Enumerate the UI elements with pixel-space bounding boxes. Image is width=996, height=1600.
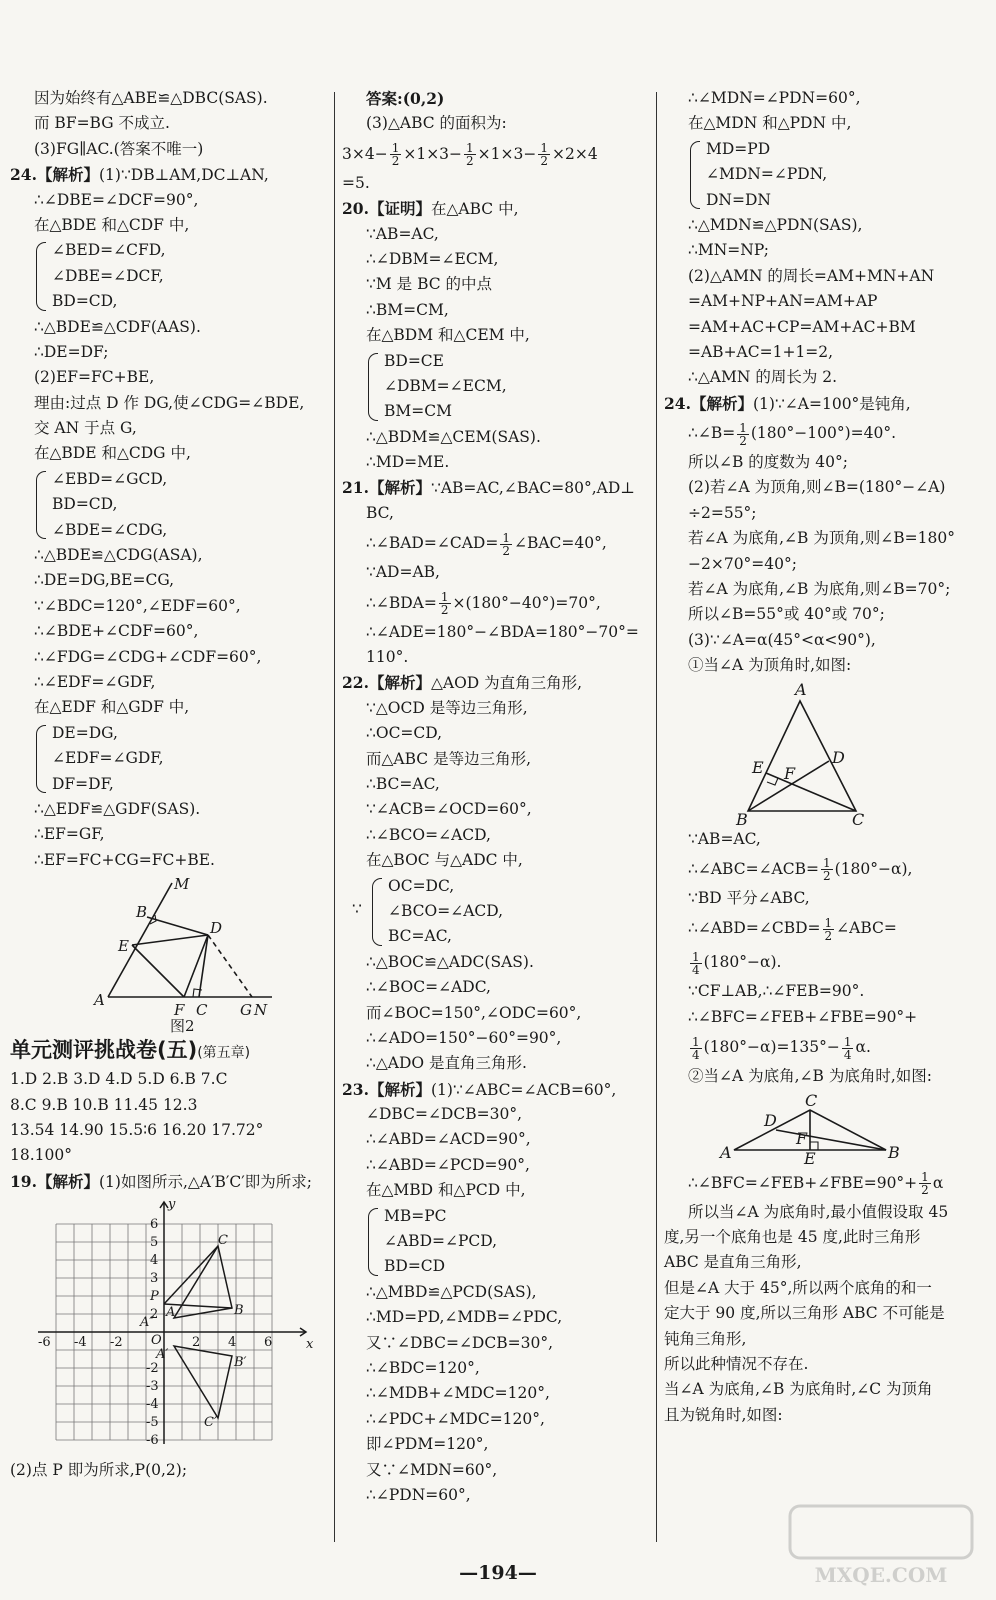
equation-system	[688, 137, 986, 213]
point-b-label: B	[234, 1303, 244, 1319]
text-line: ∴∠PDN=60°,	[366, 1485, 471, 1504]
text-line: ∴OC=CD,	[366, 724, 443, 743]
x-tick: -6	[38, 1335, 51, 1351]
label-f: F	[796, 1128, 808, 1148]
text-line: ∵△OCD 是等边三角形,	[366, 698, 528, 717]
text-line: ∴△BDE≌△CDF(AAS).	[34, 317, 201, 336]
formula-part: (180°−α)=135°−	[703, 1038, 840, 1057]
text-line: (3)∵∠A=α(45°<α<90°),	[688, 630, 876, 649]
fraction-half	[500, 532, 512, 557]
equation-line: DF=DF,	[52, 774, 114, 793]
formula-part: ×(180°−40°)=70°,	[452, 593, 601, 612]
numerator: 1	[502, 530, 510, 545]
y-tick: 2	[150, 1307, 159, 1323]
equation-line: BD=CE	[384, 351, 444, 370]
text-line: 理由:过点 D 作 DG,使∠CDG=∠BDE,	[34, 393, 305, 412]
equation-line: ∠BCO=∠ACD,	[388, 901, 504, 920]
question-tag: 【证明】	[368, 199, 431, 219]
text-line: =AM+NP+AN=AM+AP	[688, 292, 878, 311]
equation-system	[366, 1204, 650, 1280]
numerator: 1	[823, 856, 831, 871]
text-line: ∴△BOC≌△ADC(SAS).	[366, 952, 534, 971]
label-d: D	[764, 1110, 777, 1130]
segment-pc	[164, 1246, 218, 1304]
equation-line: MD=PD	[706, 139, 771, 158]
question-tag: 【解析】	[690, 393, 753, 413]
denominator: 2	[823, 869, 831, 884]
text-line: ∴∠BDE+∠CDF=60°,	[34, 622, 199, 641]
label-b: B	[136, 903, 148, 922]
text-line: ∴△EDF≌△GDF(SAS).	[34, 799, 201, 818]
denominator: 2	[739, 433, 747, 448]
formula-part: ∴∠BFC=∠FEB+∠FBE=90°+	[688, 1173, 918, 1192]
text-line: ∴∠ABD=∠PCD=90°,	[366, 1155, 530, 1174]
text-line: ∴∠MDN=∠PDN=60°,	[688, 89, 861, 107]
denominator: 2	[466, 154, 474, 169]
fraction-half	[464, 142, 476, 167]
formula-part: ∴∠B=	[688, 424, 736, 443]
column-right	[664, 86, 986, 1428]
equation-line: ∠EBD=∠GCD,	[52, 469, 168, 488]
text-line: 在△MBD 和△PCD 中,	[366, 1181, 526, 1200]
question-number: 21.	[342, 478, 369, 498]
denominator: 2	[391, 154, 400, 169]
figure-caption: 图2	[170, 1017, 195, 1034]
question-19-header	[10, 1169, 328, 1194]
text-line: ∴MD=PD,∠MDB=∠PDC,	[366, 1308, 563, 1327]
fraction-quarter	[690, 951, 702, 976]
denominator: 2	[440, 603, 449, 618]
equation-line: ∠BDE=∠CDG,	[52, 520, 168, 539]
label-b: B	[888, 1142, 900, 1162]
point-c1-label: C′	[204, 1415, 217, 1431]
point-a2-label: A″	[140, 1315, 155, 1331]
text-line: ∵∠BDC=120°,∠EDF=60°,	[34, 596, 241, 615]
segment-ed	[132, 935, 208, 945]
text-line: ∴∠MDB+∠MDC=120°,	[366, 1384, 550, 1403]
text-line: ∴∠PDC+∠MDC=120°,	[366, 1409, 545, 1428]
because-symbol: ∵	[352, 899, 362, 918]
label-d: D	[210, 919, 223, 938]
answer-line: 答案:(0,2)	[366, 89, 445, 108]
text-line: 所以当∠A 为底角时,最小值假设取 45	[688, 1202, 949, 1221]
text-line: BC,	[366, 503, 394, 522]
section-title-text: 单元测评挑战卷(五)	[10, 1038, 198, 1063]
question-number: 24.	[664, 393, 691, 413]
text-line: (2)△AMN 的周长=AM+MN+AN	[688, 266, 935, 285]
segment-dg	[208, 935, 252, 997]
area-formula	[342, 137, 650, 171]
column-middle	[342, 86, 650, 1508]
numerator: 1	[843, 1034, 852, 1049]
text-line: ∵AB=AC,∠BAC=80°,AD⊥	[430, 479, 635, 498]
text-line: (1)∵∠A=100°是钝角,	[752, 394, 911, 413]
question-22-header	[342, 670, 650, 695]
watermark-logo	[786, 1500, 976, 1590]
text-line: ∵M 是 BC 的中点	[366, 275, 493, 294]
formula-part: α.	[855, 1038, 871, 1057]
formula-part: ∴∠ABC=∠ACB=	[688, 859, 819, 878]
answer-row: 13.54 14.90 15.5∶6 16.20 17.72°	[10, 1120, 264, 1139]
equation-system	[34, 721, 328, 797]
text-line: ∴∠BFC=∠FEB+∠FBE=90°+	[688, 1007, 918, 1026]
section-title	[10, 1033, 328, 1067]
numerator: 1	[824, 915, 833, 930]
segment-bd	[776, 1130, 886, 1150]
fraction-quarter	[690, 1036, 702, 1061]
figure-triangle-base-a	[664, 1090, 986, 1166]
formula-part: ∴∠ABD=∠CBD=	[688, 919, 821, 938]
text-line: 即∠PDM=120°,	[366, 1435, 489, 1454]
because-system	[342, 874, 650, 950]
column-left	[10, 86, 328, 1483]
denominator: 2	[921, 1183, 929, 1198]
section-subtitle: (第五章)	[197, 1045, 251, 1062]
point-b1-label: B′	[234, 1355, 247, 1371]
text-line: ∴△ADO 是直角三角形.	[366, 1054, 527, 1073]
figure-triangle-apex-a	[664, 679, 986, 827]
fraction-half	[821, 857, 833, 882]
fraction-quarter	[842, 1036, 854, 1061]
equation-line: ∠ABD=∠PCD,	[384, 1232, 498, 1251]
text-line: ÷2=55°;	[688, 503, 757, 522]
text-line: 在△EDF 和△GDF 中,	[34, 698, 190, 717]
text-line: ∴∠ABD=∠ACD=90°,	[366, 1130, 531, 1149]
numerator: 1	[692, 1034, 700, 1049]
question-number: 24.	[10, 165, 37, 185]
text-line: ∴DE=DF;	[34, 342, 109, 361]
denominator: 2	[502, 543, 510, 558]
question-number: 22.	[342, 673, 369, 693]
equation-line: BC=AC,	[388, 927, 452, 946]
formula-part: ∴∠BAD=∠CAD=	[366, 534, 499, 553]
text-line: 在△BOC 与△ADC 中,	[366, 851, 523, 870]
question-tag: 【解析】	[368, 673, 431, 693]
question-20-header	[342, 196, 650, 221]
y-tick: -4	[146, 1397, 159, 1413]
formula-part: ∠BAC=40°,	[513, 534, 607, 553]
label-f: F	[784, 763, 796, 783]
text-line: 所以∠B=55°或 40°或 70°;	[688, 605, 885, 624]
text-line: 度,另一个底角也是 45 度,此时三角形	[664, 1227, 921, 1246]
column-divider	[656, 92, 657, 1542]
question-23-header	[342, 1077, 650, 1102]
equation-line: ∠DBE=∠DCF,	[52, 266, 164, 285]
axis-label-y: y	[168, 1197, 176, 1213]
text-line: 但是∠A 大于 45°,所以两个底角的和一	[664, 1278, 932, 1297]
point-p-label: P	[150, 1289, 159, 1305]
denominator: 2	[540, 154, 548, 169]
coordinate-grid-figure	[10, 1194, 328, 1452]
text-line: (3)△ABC 的面积为:	[366, 114, 507, 133]
text-line: ∴△MDN≌△PDN(SAS),	[688, 215, 863, 234]
numerator: 1	[391, 141, 400, 156]
text-line: 在△BDE 和△CDG 中,	[34, 444, 191, 463]
text-line: 所以∠B 的度数为 40°;	[688, 453, 848, 472]
formula-part: (180°−100°)=40°.	[750, 424, 897, 443]
x-tick: -2	[110, 1335, 123, 1351]
text-line: ②当∠A 为底角,∠B 为底角时,如图:	[688, 1067, 932, 1086]
question-24-header	[10, 162, 328, 187]
text-line: 在△BDM 和△CEM 中,	[366, 326, 530, 345]
numerator: 1	[440, 590, 449, 605]
text-line: ∴EF=GF,	[34, 825, 105, 844]
text-line: 因为始终有△ABE≌△DBC(SAS).	[34, 89, 268, 107]
y-tick: 3	[150, 1271, 159, 1287]
text-line: 钝角三角形,	[664, 1329, 747, 1348]
formula-line	[664, 416, 986, 450]
point-c-label: C	[218, 1233, 228, 1249]
text-line: ∠DBC=∠DCB=30°,	[366, 1105, 522, 1124]
formula-part: 3×4−	[342, 144, 388, 163]
formula-line	[664, 1166, 986, 1200]
numerator: 1	[692, 949, 700, 964]
x-tick: 2	[192, 1335, 201, 1351]
equation-line: OC=DC,	[388, 876, 455, 895]
equation-line: ∠EDF=∠GDF,	[52, 749, 164, 768]
x-tick: 6	[264, 1335, 273, 1351]
text-line: 当∠A 为底角,∠B 为底角时,∠C 为顶角	[664, 1380, 933, 1399]
equation-line: BD=CD	[384, 1257, 446, 1276]
text-line: (1)如图所示,△A′B′C′即为所求;	[98, 1172, 313, 1191]
label-n: N	[254, 1001, 268, 1020]
answer-row: 8.C 9.B 10.B 11.45 12.3	[10, 1095, 198, 1114]
triangle-a1b1c1	[174, 1346, 232, 1418]
text-line: ABC 是直角三角形,	[664, 1253, 802, 1272]
text-line: 110°.	[366, 648, 409, 667]
x-tick: 4	[228, 1335, 237, 1351]
label-d: D	[832, 747, 845, 767]
fraction-half	[823, 917, 835, 942]
text-line: ∵AD=AB,	[366, 563, 440, 582]
text-line: ∴△BDM≌△CEM(SAS).	[366, 427, 541, 446]
formula-part: (180°−α).	[703, 953, 782, 972]
y-tick: 5	[150, 1235, 159, 1251]
text-line: ∴EF=FC+CG=FC+BE.	[34, 850, 215, 869]
text-line: ∵BD 平分∠ABC,	[688, 888, 810, 907]
formula-line	[664, 945, 986, 979]
text-line: =5.	[342, 173, 370, 192]
label-g: G	[240, 1001, 252, 1020]
formula-part: ×1×3−	[403, 144, 463, 163]
text-line: ∴∠EDF=∠GDF,	[34, 672, 156, 691]
fraction-half	[439, 591, 451, 616]
axis-label-x: x	[306, 1337, 314, 1353]
fraction-half	[737, 422, 749, 447]
y-tick: -5	[146, 1415, 159, 1431]
formula-line	[664, 1030, 986, 1064]
text-line: 若∠A 为底角,∠B 为顶角,则∠B=180°	[688, 529, 955, 548]
text-line: 又∵∠DBC=∠DCB=30°,	[366, 1333, 553, 1352]
fraction-half	[538, 142, 550, 167]
column-divider	[334, 92, 335, 1542]
question-number: 19.	[10, 1171, 37, 1191]
formula-line	[342, 526, 650, 560]
origin-label: O	[151, 1333, 162, 1349]
formula-part: ×1×3−	[477, 144, 537, 163]
text-line: ∵AB=AC,	[688, 829, 761, 848]
text-line: −2×70°=40°;	[688, 554, 797, 573]
text-line: ∴DE=DG,BE=CG,	[34, 571, 175, 590]
formula-part: ×2×4	[552, 144, 598, 163]
text-line: 在△ABC 中,	[430, 200, 519, 219]
y-tick: 4	[150, 1253, 159, 1269]
answer-row: 18.100°	[10, 1146, 72, 1165]
text-line: ∴∠BOC=∠ADC,	[366, 978, 491, 997]
equation-system	[366, 349, 650, 425]
label-e: E	[118, 937, 129, 956]
label-c: C	[805, 1090, 818, 1110]
label-a: A	[720, 1142, 732, 1162]
text-line: ∴∠DBM=∠ECM,	[366, 249, 499, 268]
text-line: 而∠BOC=150°,∠ODC=60°,	[366, 1003, 582, 1022]
text-line: 若∠A 为底角,∠B 为底角,则∠B=70°;	[688, 580, 951, 599]
label-e: E	[752, 757, 764, 777]
watermark-text: MXQE.COM	[814, 1563, 948, 1587]
label-a: A	[94, 991, 105, 1010]
text-line: 而△ABC 是等边三角形,	[366, 749, 532, 768]
label-c: C	[196, 1001, 208, 1020]
label-f: F	[174, 1001, 185, 1020]
figure-2	[10, 873, 328, 1033]
text-line: ∴BM=CM,	[366, 300, 449, 319]
question-tag: 【解析】	[368, 1079, 431, 1099]
text-line: ①当∠A 为顶角时,如图:	[688, 656, 852, 675]
text-line: 所以此种情况不存在.	[664, 1354, 809, 1373]
text-line: ∴∠DBE=∠DCF=90°,	[34, 190, 199, 209]
equation-line: DN=DN	[706, 190, 771, 209]
y-tick: -2	[146, 1361, 159, 1377]
text-line: 又∵∠MDN=60°,	[366, 1460, 498, 1479]
y-tick: 6	[150, 1217, 159, 1233]
text-line: ∴△AMN 的周长为 2.	[688, 368, 838, 387]
answer-row: 1.D 2.B 3.D 4.D 5.D 6.B 7.C	[10, 1070, 228, 1089]
equation-line: BD=CD,	[52, 292, 118, 311]
formula-part: ∴∠BDA=	[366, 593, 437, 612]
text-line: ∴∠ADE=180°−∠BDA=180°−70°=	[366, 622, 639, 641]
equation-line: DE=DG,	[52, 723, 118, 742]
text-line: (2)EF=FC+BE,	[34, 368, 155, 387]
label-e: E	[804, 1148, 816, 1166]
text-line: ∴∠BCO=∠ACD,	[366, 825, 491, 844]
equation-line: ∠BED=∠CFD,	[52, 241, 166, 260]
text-line: 在△BDE 和△CDF 中,	[34, 215, 190, 234]
text-line: ∵AB=AC,	[366, 224, 439, 243]
numerator: 1	[921, 1170, 929, 1185]
fraction-half	[919, 1171, 931, 1196]
text-line: 且为锐角时,如图:	[664, 1405, 783, 1424]
equation-line: ∠MDN=∠PDN,	[706, 165, 828, 184]
equation-line: BD=CD,	[52, 495, 118, 514]
question-24-header	[664, 391, 986, 416]
formula-line	[664, 852, 986, 886]
y-tick: -3	[146, 1379, 159, 1395]
text-line: (1)∵∠ABC=∠ACB=60°,	[430, 1080, 617, 1099]
segment-dc	[199, 935, 208, 997]
question-tag: 【解析】	[36, 1171, 99, 1191]
text-line: (2)点 P 即为所求,P(0,2);	[10, 1461, 188, 1480]
text-line: =AB+AC=1+1=2,	[688, 342, 834, 361]
label-m: M	[174, 875, 190, 894]
label-c: C	[852, 809, 865, 827]
fraction-half	[390, 142, 402, 167]
text-line: ∴MD=ME.	[366, 453, 450, 472]
formula-part: (180°−α),	[834, 859, 913, 878]
formula-part: α	[932, 1173, 944, 1192]
equation-system	[34, 238, 328, 314]
text-line: (3)FG∥AC.(答案不唯一)	[34, 139, 204, 158]
text-line: ∴∠ADO=150°−60°=90°,	[366, 1028, 562, 1047]
equation-line: BM=CM	[384, 402, 452, 421]
page-number: —194—	[459, 1562, 537, 1584]
text-line: ∴△BDE≌△CDG(ASA),	[34, 546, 203, 565]
segment-fd	[184, 935, 208, 997]
label-b: B	[736, 809, 748, 827]
text-line: (2)若∠A 为顶角,则∠B=(180°−∠A)	[688, 478, 946, 497]
text-line: ∴△MBD≌△PCD(SAS),	[366, 1282, 537, 1301]
text-line: ∵∠ACB=∠OCD=60°,	[366, 800, 532, 819]
denominator: 4	[692, 1047, 700, 1062]
text-line: ∴∠FDG=∠CDG+∠CDF=60°,	[34, 647, 262, 666]
formula-line	[342, 586, 650, 620]
text-line: ∵CF⊥AB,∴∠FEB=90°.	[688, 982, 865, 1001]
denominator: 4	[692, 962, 700, 977]
question-tag: 【解析】	[36, 165, 99, 185]
text-line: ∴∠BDC=120°,	[366, 1358, 480, 1377]
y-tick: -6	[146, 1433, 159, 1449]
text-line: =AM+AC+CP=AM+AC+BM	[688, 317, 916, 336]
equation-line: MB=PC	[384, 1206, 447, 1225]
numerator: 1	[540, 141, 548, 156]
question-number: 20.	[342, 199, 369, 219]
text-line: △AOD 为直角三角形,	[430, 674, 583, 693]
question-tag: 【解析】	[368, 478, 431, 498]
denominator: 4	[843, 1047, 852, 1062]
text-line: 交 AN 于点 G,	[34, 419, 137, 438]
equation-line: ∠DBM=∠ECM,	[384, 376, 507, 395]
point-a-label: A	[166, 1305, 176, 1321]
text-line: ∴MN=NP;	[688, 241, 769, 260]
text-line: ∴BC=AC,	[366, 774, 440, 793]
text-line: 定大于 90 度,所以三角形 ABC 不可能是	[664, 1304, 945, 1323]
numerator: 1	[466, 141, 474, 156]
point-a1-label: A′	[156, 1347, 169, 1363]
question-number: 23.	[342, 1079, 369, 1099]
text-line: (1)∵DB⊥AM,DC⊥AN,	[98, 166, 269, 185]
equation-system	[370, 874, 650, 950]
formula-line	[664, 911, 986, 945]
text-line: 而 BF=BG 不成立.	[34, 114, 170, 133]
x-tick: -4	[74, 1335, 87, 1351]
text-line: 在△MDN 和△PDN 中,	[688, 114, 852, 133]
label-a: A	[795, 679, 807, 699]
segment-ef	[132, 945, 184, 997]
numerator: 1	[739, 420, 747, 435]
formula-part: ∠ABC=	[836, 919, 897, 938]
denominator: 2	[824, 928, 833, 943]
question-21-header	[342, 475, 650, 500]
equation-system	[34, 467, 328, 543]
